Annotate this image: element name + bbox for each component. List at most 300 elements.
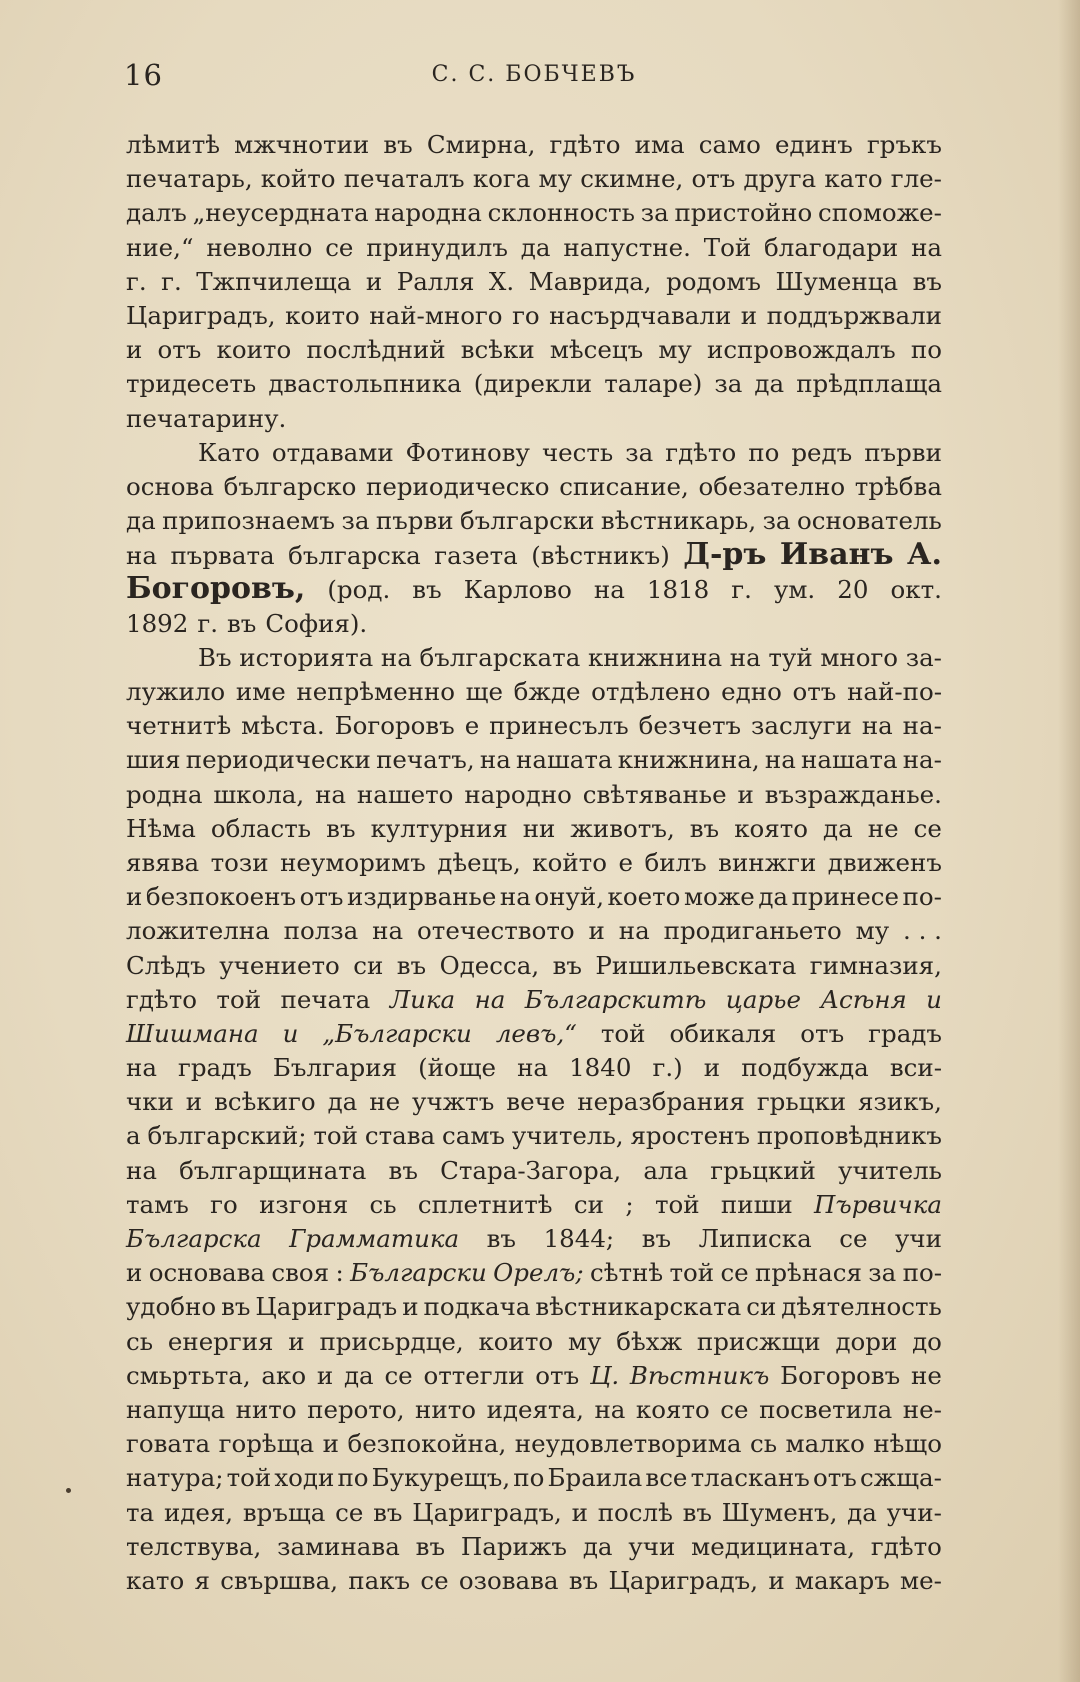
text-line <box>126 299 942 333</box>
word: далъ <box>126 198 187 228</box>
page-header <box>124 58 944 98</box>
word: припознаемъ <box>162 506 336 536</box>
word: въ <box>383 130 413 159</box>
word: и <box>703 1053 721 1083</box>
word: Лика <box>389 984 456 1014</box>
word: г. <box>126 266 147 296</box>
word: на <box>126 541 157 571</box>
word: е <box>618 847 633 877</box>
word: принесе <box>791 882 899 912</box>
word: на <box>861 711 893 741</box>
word: поддържвали <box>766 300 942 330</box>
word: учи <box>628 1531 676 1561</box>
word: единъ <box>775 130 853 159</box>
word: таларе) <box>604 369 703 399</box>
word: по- <box>902 1258 942 1288</box>
word: тамъ <box>126 1189 189 1219</box>
word: Карлово <box>463 575 572 605</box>
text-line <box>126 949 942 983</box>
word: книжнина, <box>617 745 760 775</box>
word: не- <box>902 1394 942 1424</box>
word: Цариградъ, <box>608 1565 759 1595</box>
word: г.) <box>652 1053 683 1083</box>
word: въ <box>486 1224 517 1253</box>
word: телствува, <box>126 1531 262 1561</box>
word: той <box>669 1258 715 1288</box>
word: 1840 <box>569 1053 632 1083</box>
word: лѣмитѣ <box>126 130 221 159</box>
word: въ <box>412 575 442 605</box>
word: сь <box>126 1326 154 1356</box>
word: пакъ <box>348 1565 411 1595</box>
word: г. <box>197 608 218 638</box>
word: най-по- <box>847 677 942 706</box>
word: възражданье. <box>764 779 942 809</box>
word: и <box>768 1565 785 1595</box>
word: Цариградъ <box>255 1292 398 1322</box>
word: друга <box>743 164 817 194</box>
word: и <box>126 335 143 365</box>
word: си <box>353 950 384 980</box>
text-line <box>126 983 942 1017</box>
text-line <box>126 1290 942 1324</box>
word: обезателно <box>698 471 846 501</box>
word: печатарь, <box>126 164 253 194</box>
word: язикъ, <box>858 1087 942 1117</box>
word: за <box>625 437 654 467</box>
word: и <box>185 1087 203 1117</box>
word: Нѣма <box>126 813 196 843</box>
word: печаталъ <box>343 164 465 194</box>
word: „неусердната <box>192 198 369 228</box>
word: той <box>600 1018 646 1048</box>
word: смьртьта, <box>126 1360 251 1390</box>
text-line <box>126 504 942 538</box>
word: ще <box>465 677 503 706</box>
word: Вѣстникъ <box>629 1360 770 1390</box>
word: българската <box>419 642 581 672</box>
word: за- <box>905 642 942 672</box>
word: родомъ <box>666 266 761 296</box>
word: му <box>538 164 573 194</box>
word: културния <box>370 813 508 843</box>
word: Х. <box>488 266 515 296</box>
word: градъ <box>178 1053 252 1083</box>
word: да <box>758 882 789 912</box>
text-line <box>126 265 942 299</box>
word: гдѣто <box>665 437 737 467</box>
word: който <box>260 164 336 194</box>
word: билъ <box>644 847 707 877</box>
word: ме- <box>900 1565 942 1595</box>
word: принудилъ <box>366 232 508 262</box>
word: кога <box>472 164 531 194</box>
word: пиши <box>720 1189 793 1219</box>
word: на <box>474 984 506 1014</box>
word: движенъ <box>827 847 942 877</box>
word: и <box>740 300 758 330</box>
word: всѣки <box>460 335 535 365</box>
page-number: 16 <box>124 58 163 92</box>
word: на <box>126 1053 157 1083</box>
word: тласканъ <box>690 1463 810 1493</box>
word: безпокоенъ <box>145 882 297 912</box>
word: и <box>588 916 605 946</box>
word: отъ <box>800 1018 845 1048</box>
word: заминава <box>277 1531 400 1561</box>
word: сплетнитѣ <box>417 1189 553 1219</box>
word: гдѣто <box>870 1531 942 1561</box>
text-line <box>126 196 942 230</box>
text-line <box>126 1017 942 1051</box>
word: учитель <box>838 1155 942 1185</box>
word: на <box>315 779 346 809</box>
word: въ <box>226 608 257 638</box>
word: Богоровъ <box>334 711 455 741</box>
text-line <box>126 572 942 606</box>
word: насърдчавали <box>549 300 732 330</box>
word: Букурещъ, <box>371 1463 511 1493</box>
word: неразбрания <box>577 1087 745 1117</box>
word: учитель, <box>511 1121 624 1151</box>
word: гръкъ <box>866 130 942 159</box>
word: го <box>512 300 540 330</box>
word: първи <box>864 437 942 467</box>
word: натура; <box>126 1463 224 1493</box>
word: скимне, <box>580 164 684 194</box>
word: сжща- <box>860 1463 942 1493</box>
word: периодическо <box>366 471 550 501</box>
word: се <box>720 1258 749 1288</box>
word: Ралля <box>396 266 475 296</box>
word: вѣстникарската <box>535 1292 742 1322</box>
text-line <box>126 1325 942 1359</box>
word: на <box>517 1053 548 1083</box>
word: като <box>824 164 883 194</box>
word: идеята, <box>486 1394 584 1424</box>
word: двастольпника <box>268 369 462 399</box>
word: самъ <box>442 1121 506 1151</box>
word: въ <box>682 1497 712 1527</box>
word: все <box>645 1463 688 1493</box>
word: сь <box>369 1189 397 1219</box>
word: Орелъ; <box>493 1258 584 1288</box>
word: само <box>698 130 761 159</box>
word: София). <box>265 608 368 638</box>
word: за <box>714 369 743 399</box>
word: на <box>911 232 942 262</box>
word: учи- <box>886 1497 942 1527</box>
word: се <box>420 1565 449 1595</box>
word: ; <box>625 1189 634 1219</box>
word: мѣста. <box>241 711 325 741</box>
word: прѣнася <box>755 1258 862 1288</box>
word: бѣхж <box>616 1326 683 1356</box>
word: непрѣменно <box>296 677 455 706</box>
word: му <box>855 916 890 946</box>
word: тридесеть <box>126 369 257 399</box>
word: та <box>126 1497 155 1527</box>
word: градъ <box>868 1018 942 1048</box>
text-line <box>126 641 942 675</box>
word: и <box>126 882 143 912</box>
word: (вѣстникъ) <box>531 541 670 571</box>
word: грьцкий <box>710 1155 816 1185</box>
word: царье <box>725 984 802 1014</box>
word: на <box>764 745 796 775</box>
word: Фотинову <box>405 437 530 467</box>
word: който <box>532 847 607 877</box>
text-line <box>126 1496 942 1530</box>
word: за <box>341 506 370 536</box>
word: да <box>847 1497 877 1527</box>
word: отечеството <box>417 916 575 946</box>
word: Слѣдъ <box>126 950 206 980</box>
word: А. <box>907 537 942 573</box>
word: „Български <box>322 1018 472 1048</box>
word: учението <box>219 950 340 980</box>
word: вече <box>506 1087 566 1117</box>
word: печата <box>280 984 371 1014</box>
word: на- <box>902 711 942 741</box>
word: които <box>216 335 292 365</box>
word: едно <box>721 677 782 706</box>
word: е <box>464 711 480 741</box>
ink-speck <box>66 1488 71 1493</box>
word: нѣщо <box>873 1429 942 1459</box>
word: има <box>634 130 685 159</box>
word: напуща <box>126 1394 226 1424</box>
text-line <box>126 1188 942 1222</box>
word: 1844; <box>543 1224 615 1253</box>
word: му <box>658 335 692 365</box>
word: лужило <box>126 677 226 706</box>
word: споможе- <box>818 198 942 228</box>
word: по <box>748 437 780 467</box>
word: честь <box>541 437 614 467</box>
word: отъ <box>299 882 344 912</box>
word: трѣбва <box>854 471 942 501</box>
word: не <box>911 1360 942 1390</box>
word: Шуменъ, <box>721 1497 838 1527</box>
text-line <box>126 1427 942 1461</box>
word: Д-ръ <box>683 537 767 573</box>
word: издирванье <box>347 882 497 912</box>
text-line <box>126 1564 942 1598</box>
word: по <box>910 335 942 365</box>
word: българско <box>223 471 357 501</box>
word: не <box>369 1087 401 1117</box>
word: (дирекли <box>473 369 593 399</box>
word: Шуменца <box>775 266 899 296</box>
word: да <box>126 506 156 536</box>
word: нашата <box>516 745 613 775</box>
word: послѣ <box>597 1497 673 1527</box>
text-line <box>126 846 942 880</box>
running-head: С. С. БОБЧЕВЪ <box>431 62 637 87</box>
word: които <box>285 300 360 330</box>
body-text <box>126 128 942 1598</box>
text-line <box>126 231 942 265</box>
word: енергия <box>167 1326 274 1356</box>
word: гле- <box>890 164 942 194</box>
word: заслуги <box>751 711 852 741</box>
word: Богоровъ, <box>126 571 306 607</box>
word: Шишмана <box>126 1018 259 1048</box>
word: име <box>235 677 286 706</box>
word: основа <box>126 471 214 501</box>
text-line <box>126 436 942 470</box>
word: на <box>593 575 625 605</box>
word: да <box>582 1531 613 1561</box>
word: отдѣлено <box>591 677 711 706</box>
word: редъ <box>791 437 853 467</box>
word: отъ <box>792 677 837 706</box>
word: Богоровъ <box>780 1360 901 1390</box>
word: за <box>762 506 791 536</box>
word: г. <box>161 266 182 296</box>
word: нито <box>235 1394 297 1424</box>
word: да <box>327 1087 358 1117</box>
text-line <box>126 1222 942 1256</box>
word: . . . <box>903 916 942 946</box>
word: този <box>210 847 269 877</box>
word: става <box>364 1121 436 1151</box>
text-line <box>126 470 942 504</box>
word: 20 <box>837 575 869 605</box>
word: много <box>820 642 899 672</box>
word: Българскитѣ <box>524 984 707 1014</box>
word: обикаля <box>669 1018 777 1048</box>
text-line <box>126 1119 942 1153</box>
word: своя <box>271 1258 330 1288</box>
word: продиганьето <box>663 916 842 946</box>
word: подбужда <box>741 1053 869 1083</box>
text-line <box>126 812 942 846</box>
word: нашата <box>801 745 898 775</box>
word: историята <box>239 642 374 672</box>
word: дѣятелность <box>781 1292 942 1322</box>
word: Той <box>703 232 752 262</box>
word: българский; <box>147 1121 307 1151</box>
word: като <box>126 1565 185 1595</box>
text-line <box>126 367 942 401</box>
word: и <box>288 1326 305 1356</box>
word: ако <box>261 1360 307 1390</box>
word: напустне. <box>563 232 691 262</box>
text-line <box>126 778 942 812</box>
word: на <box>479 745 511 775</box>
word: му <box>567 1326 602 1356</box>
word: оттегли <box>423 1360 525 1390</box>
word: свършва, <box>220 1565 338 1595</box>
word: отъ <box>812 1463 857 1493</box>
word: Въ <box>198 642 232 672</box>
word: въ <box>641 1224 672 1253</box>
word: Българска <box>126 1224 262 1253</box>
word: учжтъ <box>412 1087 495 1117</box>
text-line <box>126 1393 942 1427</box>
word: си <box>746 1292 777 1322</box>
word: въ <box>388 1155 418 1185</box>
word: той <box>226 1463 272 1493</box>
word: печатарину. <box>126 403 287 433</box>
word: полза <box>283 916 359 946</box>
word: сѣтнѣ <box>589 1258 664 1288</box>
word: 1892 <box>126 608 189 638</box>
word: се <box>839 1224 868 1253</box>
word: дѣецъ, <box>437 847 521 877</box>
word: посветила <box>759 1394 893 1424</box>
word: книжнина <box>587 642 723 672</box>
word: склонность <box>487 198 635 228</box>
word: основава <box>148 1258 266 1288</box>
word: народна <box>374 198 482 228</box>
word: горѣща <box>218 1429 315 1459</box>
word: българщината <box>179 1155 367 1185</box>
word: списание, <box>559 471 689 501</box>
word: да <box>754 369 785 399</box>
word: гдѣто <box>549 130 621 159</box>
word: я <box>194 1565 210 1595</box>
word: Липиска <box>698 1224 812 1253</box>
text-line <box>126 1530 942 1564</box>
word: окт. <box>890 575 942 605</box>
word: принесълъ <box>489 711 629 741</box>
word: благодари <box>764 232 899 262</box>
word: периодически <box>185 745 371 775</box>
word: на <box>499 882 531 912</box>
word: основатель <box>796 506 942 536</box>
word: малко <box>785 1429 865 1459</box>
word: на <box>126 1155 157 1185</box>
word: Ришильевската <box>595 950 797 980</box>
word: безпокойна, <box>347 1429 507 1459</box>
word: винжги <box>718 847 817 877</box>
word: по- <box>902 882 942 912</box>
page-edge-shadow <box>1058 0 1080 1682</box>
word: на <box>618 916 650 946</box>
word: сь <box>749 1429 778 1459</box>
word: 1818 <box>646 575 710 605</box>
word: на <box>729 642 761 672</box>
text-line <box>126 709 942 743</box>
word: прѣдплаща <box>796 369 942 399</box>
word: ходи <box>274 1463 335 1493</box>
word: Цариградъ, <box>126 300 276 330</box>
word: неуморимъ <box>280 847 426 877</box>
word: български <box>460 506 595 536</box>
word: подкача <box>423 1292 531 1322</box>
word: той <box>654 1189 700 1219</box>
word: Маврида, <box>528 266 652 296</box>
word: го <box>210 1189 238 1219</box>
word: ум. <box>773 575 816 605</box>
word: медицината, <box>691 1531 856 1561</box>
word: която <box>635 1394 710 1424</box>
word: въ <box>912 266 942 296</box>
word: печатъ, <box>376 745 475 775</box>
word: бжде <box>513 677 581 706</box>
word: газета <box>434 541 518 571</box>
word: до <box>912 1326 942 1356</box>
word: учи <box>895 1224 942 1253</box>
word: а <box>126 1121 141 1151</box>
word: вси- <box>889 1053 942 1083</box>
text-line <box>126 675 942 709</box>
word: и <box>322 1429 339 1459</box>
word: безчетъ <box>638 711 742 741</box>
